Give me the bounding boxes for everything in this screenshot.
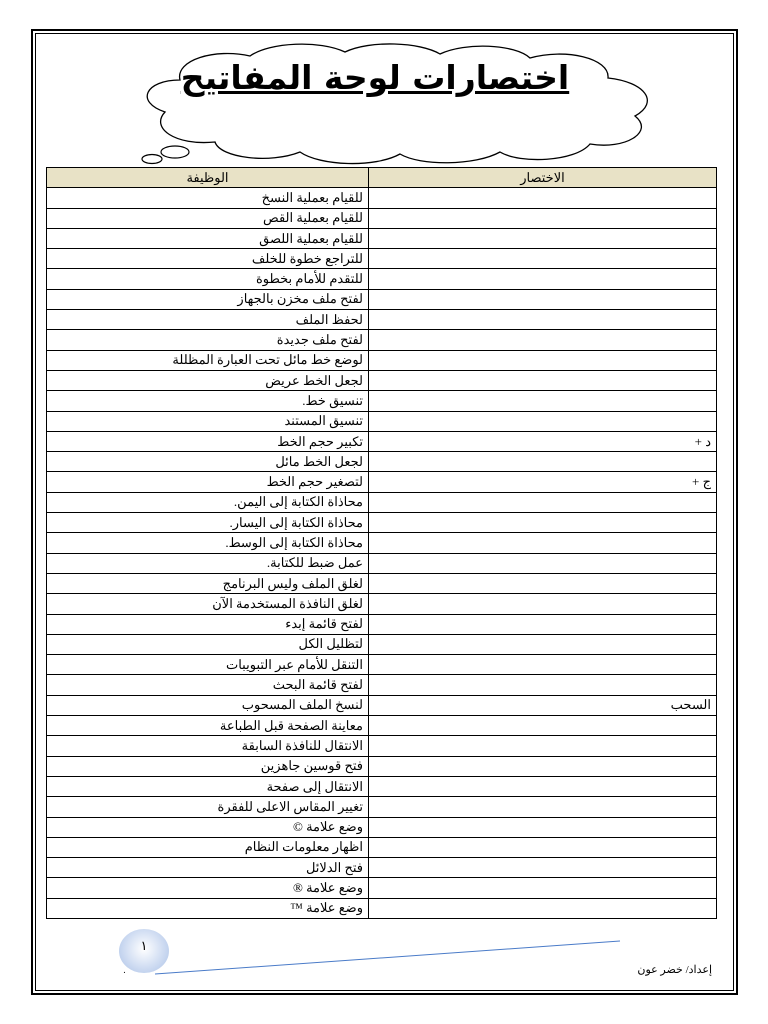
function-cell: لنسخ الملف المسحوب [47, 695, 369, 715]
function-cell: محاذاة الكتابة إلى اليمن. [47, 492, 369, 512]
function-cell: وضع علامة ® [47, 878, 369, 898]
function-cell: لغلق الملف وليس البرنامج [47, 573, 369, 593]
function-cell: لحفظ الملف [47, 310, 369, 330]
function-cell: تكبير حجم الخط [47, 431, 369, 451]
function-cell: الانتقال إلى صفحة [47, 776, 369, 796]
function-cell: للقيام بعملية النسخ [47, 188, 369, 208]
function-cell: التنقل للأمام عبر التبويبات [47, 655, 369, 675]
shortcut-cell: السحب [369, 695, 717, 715]
header-shortcut: الاختصار [369, 168, 717, 188]
function-cell: لوضع خط مائل تحت العبارة المظللة [47, 350, 369, 370]
shortcut-cell: د + [369, 431, 717, 451]
shortcut-cell: ج + [369, 472, 717, 492]
function-cell: للتراجع خطوة للخلف [47, 249, 369, 269]
function-cell: محاذاة الكتابة إلى الوسط. [47, 533, 369, 553]
function-cell: اظهار معلومات النظام [47, 837, 369, 857]
header-function: الوظيفة [47, 168, 369, 188]
function-cell: لفتح قائمة البحث [47, 675, 369, 695]
function-cell: لجعل الخط عريض [47, 370, 369, 390]
page-number: ١ [140, 939, 148, 954]
page-title: اختصارات لوحة المفاتيح [180, 58, 570, 97]
function-cell: لفتح قائمة إبدء [47, 614, 369, 634]
function-cell: لفتح ملف جديدة [47, 330, 369, 350]
function-cell: تنسيق المستند [47, 411, 369, 431]
function-cell: للتقدم للأمام بخطوة [47, 269, 369, 289]
function-cell: للقيام بعملية القص [47, 208, 369, 228]
function-cell: محاذاة الكتابة إلى اليسار. [47, 513, 369, 533]
function-cell: تغيير المقاس الاعلى للفقرة [47, 797, 369, 817]
function-cell: وضع علامة © [47, 817, 369, 837]
function-cell: لجعل الخط مائل [47, 452, 369, 472]
footer-dot: . [123, 966, 126, 976]
function-cell: لتظليل الكل [47, 634, 369, 654]
function-cell: تنسيق خط. [47, 391, 369, 411]
function-cell: لفتح ملف مخزن بالجهاز [47, 289, 369, 309]
function-cell: عمل ضبط للكتابة. [47, 553, 369, 573]
function-cell: وضع علامة ™ [47, 898, 369, 918]
function-cell: لغلق النافذة المستخدمة الآن [47, 594, 369, 614]
function-cell: فتح الدلائل [47, 858, 369, 878]
function-cell: لتصغير حجم الخط [47, 472, 369, 492]
function-cell: معاينة الصفحة قبل الطباعة [47, 716, 369, 736]
function-cell: الانتقال للنافذة السابقة [47, 736, 369, 756]
function-cell: فتح قوسين جاهزين [47, 756, 369, 776]
function-cell: للقيام بعملية اللصق [47, 228, 369, 248]
author-credit: إعداد/ خضر عون [637, 964, 712, 976]
